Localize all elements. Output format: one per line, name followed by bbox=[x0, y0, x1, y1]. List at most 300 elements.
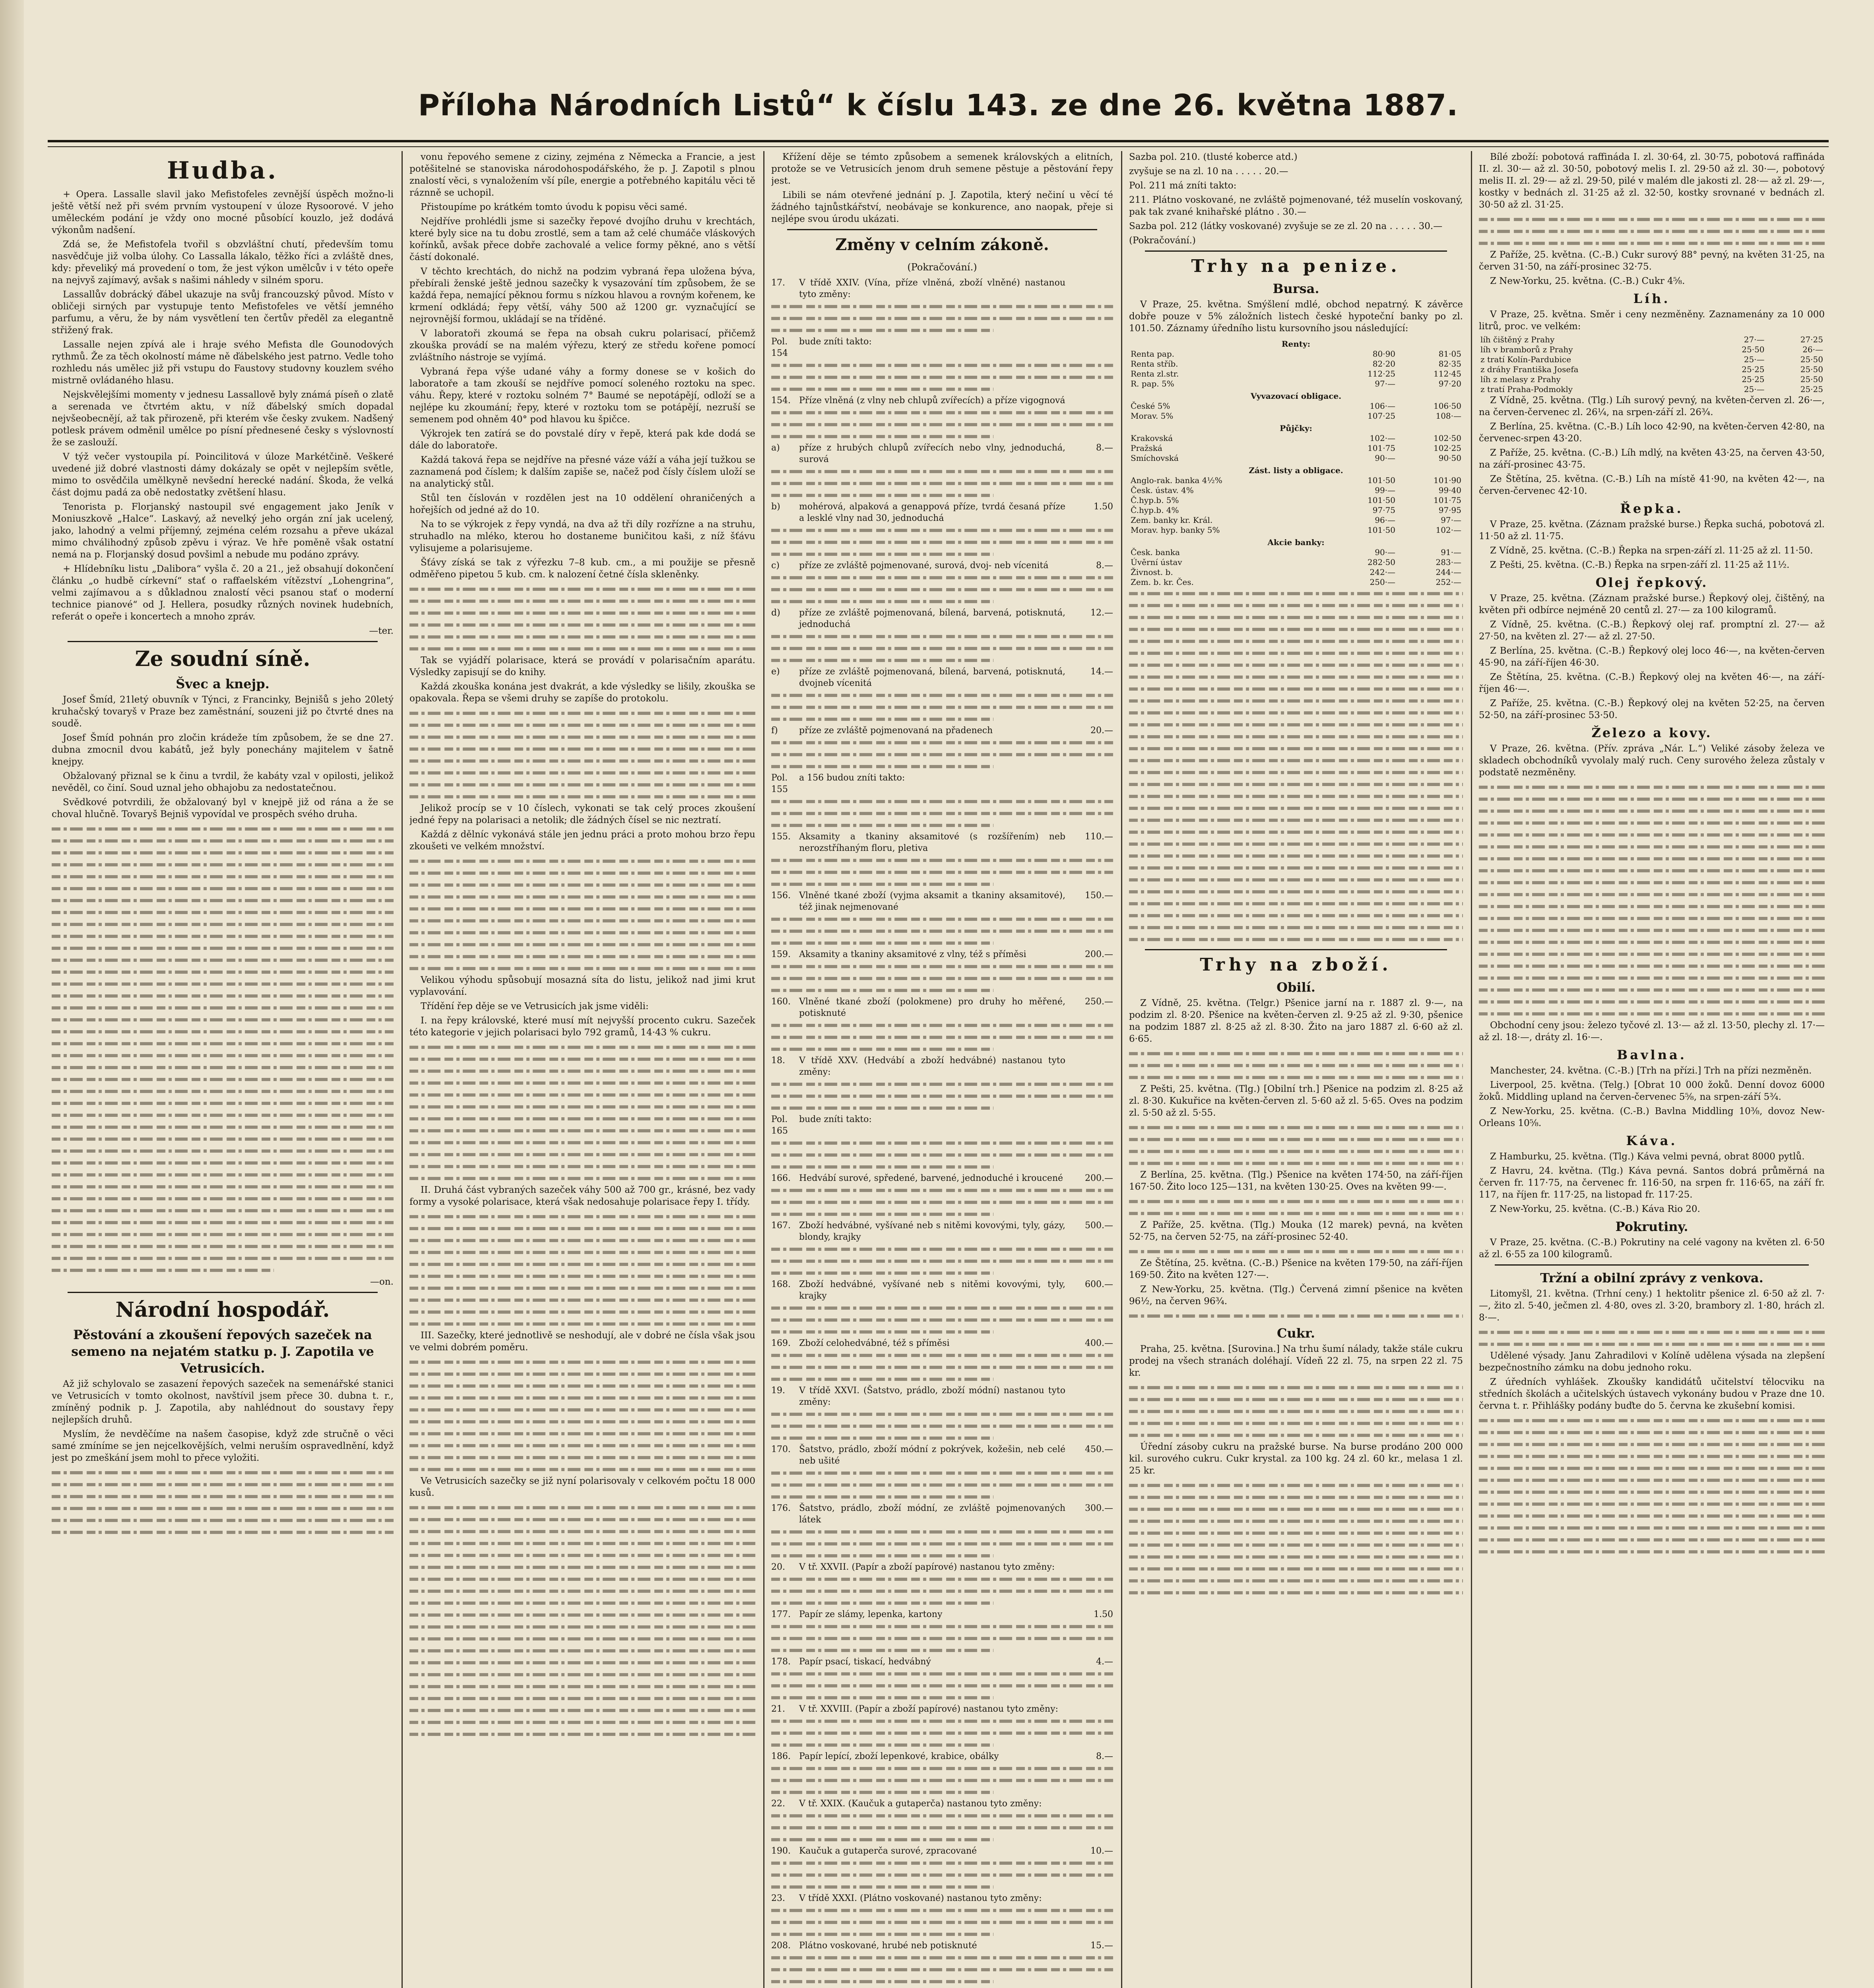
text-lines bbox=[1479, 213, 1825, 225]
text-lines bbox=[409, 1501, 755, 1513]
article-paragraph: Obchodní ceny jsou: železo tyčové zl. 13·— až zl. 13·50, plechy zl. 17·— až zl. 18·—, dráty zl. 16·—. bbox=[1479, 1020, 1825, 1043]
tariff-number: 154. bbox=[771, 396, 791, 406]
text-lines bbox=[52, 1013, 394, 1025]
text-lines bbox=[409, 1573, 755, 1585]
text-lines bbox=[1129, 1539, 1463, 1551]
tariff-line: 211. Plátno voskované, ne zvláště pojmenované, též muselín voskovaný, pak tak zvané knihařské plátno . 30.— bbox=[1129, 195, 1463, 217]
section-heading-trhy-na-penize: Trhy na penize. bbox=[1191, 256, 1401, 276]
text-lines bbox=[409, 1124, 755, 1136]
text-lines bbox=[409, 903, 755, 914]
article-paragraph: Z New-Yorku, 25. května. (C.-B.) Káva Rio 20. bbox=[1490, 1204, 1700, 1214]
text-lines bbox=[52, 846, 394, 858]
text-lines bbox=[771, 300, 1113, 312]
text-lines bbox=[1129, 1207, 1463, 1219]
text-lines bbox=[1129, 707, 1463, 718]
text-lines bbox=[52, 1157, 394, 1169]
section-divider bbox=[1145, 250, 1447, 252]
tariff-entry bbox=[771, 1055, 1113, 1078]
text-lines bbox=[52, 823, 394, 835]
tariff-number: 160. bbox=[771, 997, 791, 1007]
tariff-continuation bbox=[1129, 151, 1463, 247]
tariff-value: 110.— bbox=[1085, 832, 1113, 842]
rate-name: Anglo-rak. banka 4½% bbox=[1131, 476, 1222, 485]
text-lines bbox=[52, 1180, 394, 1192]
section-heading-soud: Ze soudní síně. bbox=[135, 647, 310, 671]
text-lines bbox=[771, 1916, 1113, 1928]
tariff-value bbox=[1065, 336, 1113, 359]
text-lines bbox=[771, 595, 1113, 607]
tariff-text: Plátno voskované, hrubé neb potisknuté bbox=[799, 1941, 977, 1951]
tariff-entry bbox=[771, 1751, 1113, 1762]
article-paragraph: Každá zkouška konána jest dvakrát, a kde výsledky se lišily, zkouška se opakovala. Řepa se všemi druhy se zapíše do protokolu. bbox=[409, 681, 755, 704]
text-lines bbox=[409, 1160, 755, 1172]
article-signature: —on. bbox=[370, 1277, 394, 1287]
tariff-value: 20.— bbox=[1090, 726, 1113, 736]
text-lines bbox=[771, 1585, 1113, 1597]
tariff-number: 155. bbox=[771, 832, 791, 842]
article-paragraph: Ze Štětína, 25. května. (C.-B.) Pšenice na květen 179·50, na září-říjen 169·50. Žito na květen 127·—. bbox=[1129, 1258, 1463, 1280]
tariff-number: 23. bbox=[771, 1893, 785, 1903]
text-lines bbox=[771, 1538, 1113, 1549]
text-lines bbox=[1479, 1326, 1825, 1338]
price-row bbox=[1479, 335, 1825, 345]
text-lines bbox=[771, 1774, 1113, 1786]
tariff-entry bbox=[771, 1338, 1113, 1349]
rate-goods: 99·40 bbox=[1438, 485, 1461, 495]
rate-name: Č.hyp.b. 5% bbox=[1131, 495, 1179, 505]
tariff-entry bbox=[771, 1893, 1113, 1904]
text-lines bbox=[52, 1169, 394, 1180]
article-subheading: Bavlna. bbox=[1617, 1047, 1687, 1062]
article-paragraph: I. na řepy královské, které musí mít nejvyšší procento cukru. Sazeček této kategorie v jejich polarisaci bylo 792 gramů, 14·43 % cukru. bbox=[409, 1015, 755, 1038]
text-lines bbox=[409, 1246, 755, 1258]
price-label: líh čištěný z Prahy bbox=[1480, 335, 1555, 344]
text-lines bbox=[771, 312, 1113, 324]
text-lines bbox=[771, 854, 1113, 866]
text-lines bbox=[771, 913, 1113, 925]
text-lines bbox=[1129, 766, 1463, 778]
tariff-text: bude zníti takto: bbox=[799, 1114, 872, 1124]
rate-row bbox=[1129, 349, 1463, 359]
text-lines bbox=[1479, 864, 1825, 876]
text-lines bbox=[409, 1282, 755, 1294]
lih-table bbox=[1479, 335, 1825, 394]
rate-goods: 82·35 bbox=[1438, 359, 1461, 369]
rate-goods: 102·— bbox=[1436, 525, 1461, 535]
tariff-value: 12.— bbox=[1090, 608, 1113, 618]
rate-goods: 97·95 bbox=[1438, 505, 1461, 515]
text-lines bbox=[771, 760, 1113, 772]
article-paragraph: Lassalle nejen zpívá ale i hraje svého Mefista dle Gounodových rythmů. Že za těch okolností máme ně ďábelského jest patrno. Vedle toho rozhledu nás umělec již při vstupu do Faustovy studovny kouzlem svého mistrně ovládaného hlasu. bbox=[52, 340, 394, 386]
article-paragraph: Z Havru, 24. května. (Tlg.) Káva pevná. Santos dobrá průměrná na červen fr. 117·75, na červenec fr. 116·50, na srpen fr. 116·65, na září fr. 117, na říjen fr. 117·25, na listopad fr. 117·25. bbox=[1479, 1166, 1825, 1200]
article-subheading: Káva. bbox=[1626, 1133, 1678, 1148]
tariff-text: Papír ze slámy, lepenka, kartony bbox=[799, 1609, 943, 1619]
price-value: 25·25 bbox=[1800, 384, 1823, 394]
text-lines bbox=[52, 1061, 394, 1073]
text-lines bbox=[409, 767, 755, 779]
tariff-entry bbox=[771, 831, 1113, 854]
tariff-entry bbox=[771, 1444, 1113, 1467]
article-paragraph: Z Hamburku, 25. května. (Tlg.) Káva velmi pevná, obrat 8000 pytlů. bbox=[1490, 1151, 1805, 1162]
article-paragraph: Z Berlína, 25. května. (C.-B.) Řepkový olej loco 46·—, na květen-červen 45·90, na září-říjen 46·30. bbox=[1479, 646, 1825, 668]
rate-goods: 102·50 bbox=[1434, 433, 1461, 443]
text-lines bbox=[771, 1078, 1113, 1090]
text-lines bbox=[52, 930, 394, 942]
rate-row bbox=[1129, 557, 1463, 567]
rate-goods: 101·75 bbox=[1434, 495, 1461, 505]
rate-money: 112·25 bbox=[1368, 369, 1396, 379]
text-lines bbox=[409, 1234, 755, 1246]
article-paragraph: V Praze, 25. května. (C.-B.) Pokrutiny na celé vagony na květen zl. 6·50 až zl. 6·55 za 100 kilogramů. bbox=[1479, 1237, 1825, 1260]
text-lines bbox=[409, 1439, 755, 1451]
tariff-number: Pol. 154 bbox=[771, 337, 788, 358]
tariff-entry bbox=[771, 1940, 1113, 1951]
text-lines bbox=[1129, 1133, 1463, 1145]
text-lines bbox=[1129, 885, 1463, 897]
article-paragraph: Myslím, že nevděčíme na našem časopise, když zde stručně o věci samé zmíníme se jen nejcelkovějších, velmi neruším ospravedlnění, když jest po zmeškání jsem mohl to přece vyložiti. bbox=[52, 1429, 394, 1463]
text-lines bbox=[1129, 1195, 1463, 1207]
text-lines bbox=[1479, 225, 1825, 237]
text-lines bbox=[1479, 900, 1825, 912]
rate-row bbox=[1129, 379, 1463, 389]
text-lines bbox=[409, 1089, 755, 1101]
text-lines bbox=[1129, 671, 1463, 683]
text-lines bbox=[1129, 635, 1463, 647]
price-value: 25·— bbox=[1744, 384, 1765, 394]
text-lines bbox=[771, 1857, 1113, 1869]
rate-row bbox=[1129, 369, 1463, 379]
tariff-number: a) bbox=[771, 443, 780, 453]
rate-money: 107·25 bbox=[1368, 411, 1396, 421]
tariff-number: f) bbox=[771, 726, 778, 736]
text-lines bbox=[409, 1668, 755, 1680]
text-lines bbox=[1129, 623, 1463, 635]
text-lines bbox=[409, 631, 755, 643]
text-lines bbox=[1129, 599, 1463, 611]
tariff-value bbox=[1065, 1798, 1113, 1809]
text-lines bbox=[52, 1490, 394, 1502]
article-paragraph: Z Pešti, 25. května. (C.-B.) Řepka na srpen-září zl. 11·25 až 11½. bbox=[1490, 560, 1790, 570]
text-lines bbox=[771, 654, 1113, 666]
tariff-value: 1.50 bbox=[1094, 1609, 1113, 1619]
rate-goods: 244·— bbox=[1436, 567, 1461, 577]
article-paragraph: V Praze, 25. května. Směr i ceny nezměněny. Zaznamenány za 10 000 litrů, proc. ve velkém: bbox=[1479, 309, 1825, 332]
article-paragraph: Udělené výsady. Janu Zahradilovi v Kolíně udělena výsada na zlepšení bezpečnostního zámku na dobu jednoho roku. bbox=[1479, 1351, 1825, 1373]
text-lines bbox=[1129, 897, 1463, 909]
tariff-text: V tř. XXVIII. (Papír a zboží papírové) nastanou tyto změny: bbox=[799, 1704, 1058, 1714]
text-lines bbox=[771, 713, 1113, 725]
rate-money: 90·— bbox=[1375, 453, 1396, 463]
text-lines bbox=[409, 1463, 755, 1475]
price-value: 25·25 bbox=[1742, 375, 1765, 384]
text-lines bbox=[771, 406, 1113, 418]
text-lines bbox=[1129, 909, 1463, 921]
text-lines bbox=[771, 1644, 1113, 1656]
text-lines bbox=[771, 1821, 1113, 1833]
article-signature: —ter. bbox=[369, 626, 394, 636]
text-lines bbox=[409, 1148, 755, 1160]
text-lines bbox=[409, 1680, 755, 1692]
text-lines bbox=[771, 477, 1113, 489]
rate-name: Krakovská bbox=[1131, 433, 1173, 443]
text-lines bbox=[1479, 924, 1825, 936]
rate-money: 101·75 bbox=[1368, 443, 1396, 453]
text-lines bbox=[771, 548, 1113, 560]
text-lines bbox=[771, 1679, 1113, 1691]
rate-name: Živnost. b. bbox=[1131, 567, 1173, 577]
section-heading-trhy-na-zbozi: Trhy na zboží. bbox=[1200, 955, 1392, 975]
text-lines bbox=[409, 643, 755, 654]
text-lines bbox=[771, 819, 1113, 831]
price-row bbox=[1479, 345, 1825, 355]
tariff-value bbox=[1065, 1703, 1113, 1715]
text-lines bbox=[52, 1240, 394, 1252]
text-lines bbox=[1479, 1486, 1825, 1498]
text-lines bbox=[52, 1097, 394, 1109]
tariff-number: e) bbox=[771, 667, 780, 677]
text-lines bbox=[771, 1904, 1113, 1916]
rate-goods: 81·05 bbox=[1438, 349, 1461, 359]
text-lines bbox=[771, 1243, 1113, 1255]
tariff-number: Pol. 165 bbox=[771, 1114, 788, 1136]
text-lines bbox=[771, 1019, 1113, 1031]
tariff-value: 600.— bbox=[1085, 1279, 1113, 1289]
text-lines bbox=[771, 524, 1113, 536]
text-lines bbox=[409, 1704, 755, 1716]
rate-row bbox=[1129, 495, 1463, 505]
price-value: 27·25 bbox=[1800, 335, 1823, 344]
price-label: z tratí Kolín-Pardubice bbox=[1480, 355, 1571, 364]
text-lines bbox=[771, 1479, 1113, 1491]
text-lines bbox=[409, 790, 755, 802]
text-lines bbox=[409, 583, 755, 595]
article-paragraph: Z Pešti, 25. května. (Tlg.) [Obilní trh.] Pšenice na podzim zl. 8·25 až zl. 8·30. Kukuřice na květen-červen zl. 5·60 až zl. 5·65. Oves na podzim zl. 5·50 až zl. 5·55. bbox=[1129, 1084, 1463, 1118]
text-lines bbox=[1479, 829, 1825, 841]
text-lines bbox=[52, 1049, 394, 1061]
tariff-entry bbox=[771, 1385, 1113, 1408]
tariff-text: Vlněné tkané zboží (vyjma aksamit a tkaniny aksamitové), též jinak nejmenované bbox=[799, 891, 1065, 912]
text-lines bbox=[1129, 1145, 1463, 1157]
text-lines bbox=[1129, 1574, 1463, 1586]
text-lines bbox=[409, 1065, 755, 1077]
tariff-number: 159. bbox=[771, 949, 791, 959]
text-lines bbox=[409, 1644, 755, 1656]
text-lines bbox=[771, 1208, 1113, 1220]
article-paragraph: Každá z dělníc vykonává stále jen jednu práci a proto mohou brzo řepu zkoušeti ve velkém množství. bbox=[409, 829, 755, 852]
tariff-value: 4.— bbox=[1096, 1657, 1113, 1667]
tariff-value bbox=[1065, 1055, 1113, 1078]
rate-name: Úvěrní ústav bbox=[1131, 557, 1182, 567]
tariff-line: zvyšuje se na zl. 10 na . . . . . 20.— bbox=[1129, 166, 1288, 177]
tariff-text: V třídě XXV. (Hedvábí a zboží hedvábné) nastanou tyto změny: bbox=[799, 1056, 1065, 1077]
tariff-value bbox=[1065, 1114, 1113, 1137]
tariff-number: 178. bbox=[771, 1657, 791, 1667]
rate-row bbox=[1129, 443, 1463, 453]
article-paragraph: Josef Šmíd, 21letý obuvník v Týnci, z Francinky, Bejnišů s jeho 20letý kruhačský tovaryš v Praze bez zaměstnání, souzeni již po čtvrté dnes na soudě. bbox=[52, 695, 394, 729]
text-lines bbox=[52, 1109, 394, 1121]
rate-section-title bbox=[1129, 337, 1463, 349]
column-rule bbox=[763, 151, 764, 1988]
tariff-value: 15.— bbox=[1090, 1941, 1113, 1951]
masthead-rule bbox=[48, 140, 1829, 147]
tariff-number: d) bbox=[771, 608, 780, 618]
section-divider bbox=[787, 229, 1097, 230]
text-lines bbox=[52, 1514, 394, 1526]
text-lines bbox=[771, 571, 1113, 583]
tariff-text: V tř. XXVII. (Papír a zboží papírové) nastanou tyto změny: bbox=[799, 1562, 1055, 1572]
tariff-value bbox=[1065, 772, 1113, 795]
text-lines bbox=[771, 1491, 1113, 1503]
tariff-number: 170. bbox=[771, 1444, 791, 1454]
column-rule bbox=[1471, 151, 1472, 1988]
price-label: z dráhy Františka Josefa bbox=[1480, 365, 1579, 374]
text-lines bbox=[771, 1432, 1113, 1444]
rate-row bbox=[1129, 476, 1463, 485]
tariff-entry bbox=[771, 1609, 1113, 1620]
text-lines bbox=[1129, 1429, 1463, 1441]
tariff-value bbox=[1065, 1561, 1113, 1573]
text-lines bbox=[52, 1073, 394, 1085]
column-rule bbox=[402, 151, 403, 1988]
text-lines bbox=[1479, 805, 1825, 817]
text-lines bbox=[1129, 874, 1463, 885]
text-lines bbox=[771, 1526, 1113, 1538]
column-3 bbox=[771, 151, 1113, 1988]
tariff-entry bbox=[771, 607, 1113, 630]
tariff-text: příze z hrubých chlupů zvířecích nebo vlny, jednoduchá, surová bbox=[799, 443, 1065, 464]
text-lines bbox=[1129, 754, 1463, 766]
text-lines bbox=[409, 1368, 755, 1380]
article-paragraph: Z Vídně, 25. května. (Tlg.) Líh surový pevný, na květen-červen zl. 26·—, na červen-červenec zl. 26¼, na srpen-září zl. 26¾. bbox=[1479, 395, 1825, 417]
tariff-number: b) bbox=[771, 502, 780, 512]
text-lines bbox=[409, 1101, 755, 1112]
text-lines bbox=[1479, 1534, 1825, 1545]
rate-name: Pražská bbox=[1131, 443, 1162, 453]
text-lines bbox=[409, 1210, 755, 1222]
text-lines bbox=[52, 990, 394, 1002]
article-paragraph: V Praze, 25. května. Smýšlení mdlé, obchod nepatrný. K závěrce dobře pouze v 5% záložních listech české hypoteční banky po zl. 101.50. Záznamy úředního listu kursovního jsou následující: bbox=[1129, 299, 1463, 334]
tariff-number: 17. bbox=[771, 278, 785, 288]
rate-money: 102·— bbox=[1370, 433, 1396, 443]
text-lines bbox=[409, 1392, 755, 1404]
text-lines bbox=[1479, 817, 1825, 829]
text-lines bbox=[771, 1090, 1113, 1102]
tariff-value: 400.— bbox=[1085, 1338, 1113, 1348]
text-lines bbox=[409, 1041, 755, 1053]
tariff-text: Aksamity a tkaniny aksamitové (s rozšířením) neb nerozstříhaným floru, pletiva bbox=[799, 832, 1065, 853]
rate-goods: 112·45 bbox=[1434, 369, 1461, 379]
text-lines bbox=[52, 1037, 394, 1049]
tariff-text: Aksamity a tkaniny aksamitové z vlny, též s příměsi bbox=[799, 949, 1026, 959]
tariff-value bbox=[1065, 1385, 1113, 1408]
tariff-entry bbox=[771, 1114, 1113, 1137]
tariff-entry bbox=[771, 1656, 1113, 1668]
article-paragraph: Stůl ten číslován v rozdělen jest na 10 oddělení ohraničených a hořejších od jedné až do 10. bbox=[409, 493, 755, 515]
text-lines bbox=[1479, 1545, 1825, 1557]
text-lines bbox=[1129, 1121, 1463, 1133]
text-lines bbox=[771, 583, 1113, 595]
text-lines bbox=[409, 1258, 755, 1270]
article-paragraph: Z New-Yorku, 25. května. (C.-B.) Cukr 4⅝. bbox=[1490, 276, 1685, 286]
article-paragraph: Z Vídně, 25. května. (Telgr.) Pšenice jarní na r. 1887 zl. 9·—, na podzim zl. 8·20. Pšenice na květen-červen zl. 9·25 až zl. 9·30, pšenice na podzim 1887 zl. 8·25 až zl. 8·30. Žito na jaro 1887 zl. 6·60 až zl. 6·65. bbox=[1129, 998, 1463, 1044]
text-lines bbox=[1479, 936, 1825, 948]
tariff-value: 200.— bbox=[1085, 1173, 1113, 1183]
tariff-entry bbox=[771, 1220, 1113, 1243]
text-lines bbox=[409, 950, 755, 962]
rate-section-label: Renty: bbox=[1281, 339, 1311, 349]
text-lines bbox=[1479, 972, 1825, 984]
section-heading-zmeny: Změny v celním zákoně. bbox=[835, 235, 1049, 254]
article-paragraph: Zdá se, že Mefistofela tvořil s obzvláštní chutí, především tomu nasvědčuje již volba úlohy. Co Lassalla lákalo, těžko říci a zvláště dnes, kdy: převeliký má provedení o tom, že jest výkon umělcův i v této opeře na nejvyš zajímavý, avšak s našimi náhledy v silném sporu. bbox=[52, 239, 394, 285]
text-lines bbox=[771, 359, 1113, 371]
article-paragraph: Josef Šmíd pohnán pro zločin krádeže tím způsobem, že se dne 27. dubna zmocnil dvou kabátů, jež byly ponechány majitelem v šatně knejpy. bbox=[52, 733, 394, 767]
text-lines bbox=[409, 962, 755, 974]
text-lines bbox=[409, 914, 755, 926]
rate-money: 101·50 bbox=[1368, 525, 1396, 535]
text-lines bbox=[52, 906, 394, 918]
tariff-entry bbox=[771, 996, 1113, 1019]
rate-goods: 97·20 bbox=[1438, 379, 1461, 388]
text-lines bbox=[409, 879, 755, 891]
article-paragraph: Až již schylovalo se zasazení řepových sazeček na semenářské stanici ve Vetrusicích v tomto okolnost, navštívil jsem přece 30. dubna t. r., zmíněný podnik p. J. Zapotila, aby nahlédnout do soustavy řepy nejlepších druhů. bbox=[52, 1379, 394, 1425]
article-paragraph: Výkrojek ten zatírá se do povstalé díry v řepě, která pak kde dodá se dále do laboratoře. bbox=[409, 429, 755, 451]
tariff-value: 450.— bbox=[1085, 1444, 1113, 1454]
text-lines bbox=[1479, 888, 1825, 900]
text-lines bbox=[52, 966, 394, 978]
text-lines bbox=[771, 1102, 1113, 1114]
text-lines bbox=[771, 1184, 1113, 1196]
text-lines bbox=[771, 1043, 1113, 1055]
text-lines bbox=[409, 1451, 755, 1463]
tariff-text: Papír lepící, zboží lepenkové, krabice, obálky bbox=[799, 1751, 999, 1761]
text-lines bbox=[771, 689, 1113, 701]
tariff-entry bbox=[771, 277, 1113, 300]
text-lines bbox=[1129, 659, 1463, 671]
article-paragraph: Jelikož procíp se v 10 číslech, vykonati se tak celý proces zkoušení jedné řepy na polarisaci a netolik; dle žádných čísel se nic neztratí. bbox=[409, 803, 755, 825]
text-lines bbox=[409, 731, 755, 743]
text-lines bbox=[1479, 1008, 1825, 1019]
rate-section-label: Akcie banky: bbox=[1267, 538, 1325, 547]
text-lines bbox=[409, 1222, 755, 1234]
tariff-number: 22. bbox=[771, 1799, 785, 1809]
column-2 bbox=[409, 151, 755, 1988]
tariff-number: 169. bbox=[771, 1338, 791, 1348]
text-lines bbox=[1129, 1405, 1463, 1417]
section-divider bbox=[1495, 1264, 1809, 1266]
text-lines bbox=[771, 1573, 1113, 1585]
text-lines bbox=[1479, 1462, 1825, 1474]
text-lines bbox=[409, 1172, 755, 1184]
tariff-value: 8.— bbox=[1096, 443, 1113, 453]
rate-name: Renta pap. bbox=[1131, 349, 1174, 359]
tariff-entry bbox=[771, 1173, 1113, 1184]
rate-name: Zem. banky kr. Král. bbox=[1131, 515, 1213, 525]
text-lines bbox=[1479, 984, 1825, 996]
text-lines bbox=[1129, 730, 1463, 742]
text-lines bbox=[409, 607, 755, 619]
text-lines bbox=[409, 595, 755, 607]
tariff-entry bbox=[771, 890, 1113, 913]
text-lines bbox=[52, 882, 394, 894]
text-lines bbox=[771, 960, 1113, 972]
tariff-text: příze ze zvláště pojmenovaná, bílená, barvená, potisknutá, dvojneb vícenitá bbox=[799, 667, 1065, 688]
tariff-text: a 156 budou zníti takto: bbox=[799, 773, 905, 783]
text-lines bbox=[1479, 781, 1825, 793]
text-lines bbox=[1129, 1393, 1463, 1405]
text-lines bbox=[1129, 1071, 1463, 1083]
rate-goods: 97·— bbox=[1441, 515, 1461, 525]
tariff-number: 18. bbox=[771, 1056, 785, 1066]
